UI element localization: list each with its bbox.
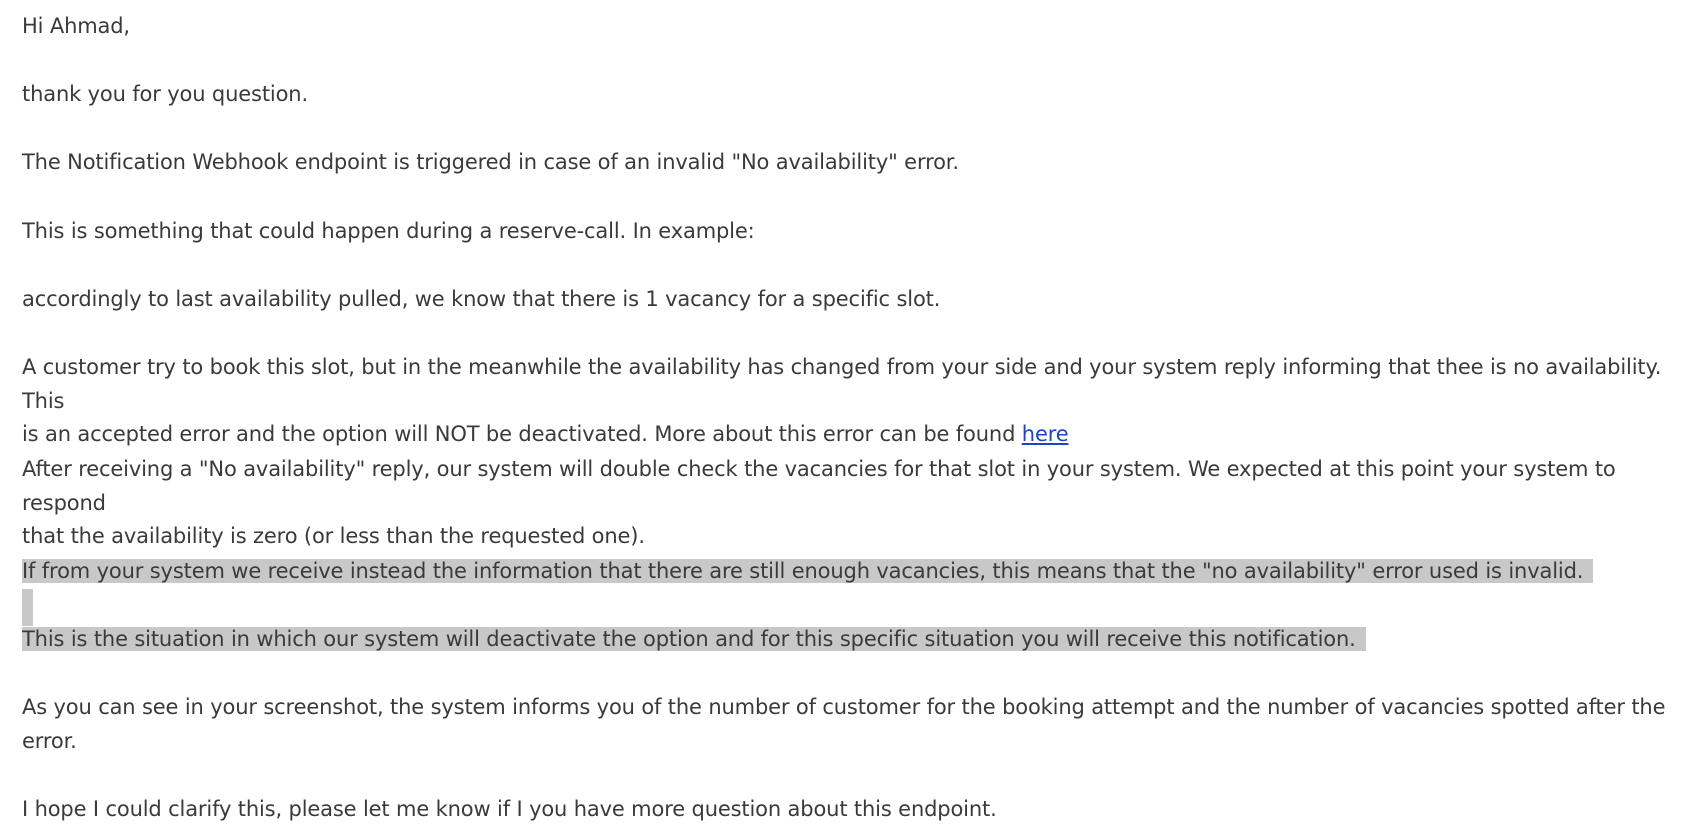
example-paragraph: This is something that could happen during a reserve-call. In example: <box>22 219 755 243</box>
vacancy-paragraph: accordingly to last availability pulled, we know that there is 1 vacancy for a specific slot. <box>22 287 941 311</box>
invalid-paragraph-text: If from your system we receive instead the information that there are still enough vacancies, this means that the "no availability" error used is invalid. <box>22 559 1593 583</box>
situation-paragraph-text: This is the situation in which our system will deactivate the option and for this specific situation you will receive this notification. <box>22 627 1366 651</box>
thanks-paragraph: thank you for you question. <box>22 82 308 106</box>
after-paragraph-line-2: that the availability is zero (or less than the requested one). <box>22 524 645 548</box>
after-paragraph <box>22 453 1672 554</box>
here-link[interactable]: here <box>1021 422 1069 446</box>
webhook-paragraph: The Notification Webhook endpoint is triggered in case of an invalid "No availability" error. <box>22 150 959 174</box>
situation-paragraph <box>22 623 1366 657</box>
customer-paragraph <box>22 351 1672 452</box>
selection-gap-left <box>22 589 33 626</box>
customer-paragraph-text: is an accepted error and the option will NOT be deactivated. More about this error can be found <box>22 422 1022 446</box>
closing-paragraph: I hope I could clarify this, please let me know if I you have more question about this endpoint. <box>22 797 997 821</box>
greeting: Hi Ahmad, <box>22 14 130 38</box>
invalid-paragraph <box>22 555 1593 589</box>
customer-paragraph-line-1: A customer try to book this slot, but in the meanwhile the availability has changed from your side and your system reply informing that thee is no availability. This <box>22 355 1662 413</box>
screenshot-paragraph-line-2: error. <box>22 728 77 753</box>
after-paragraph-line-1: After receiving a "No availability" reply, our system will double check the vacancies for that slot in your system. We expected at this point your system to respond <box>22 457 1616 515</box>
screenshot-paragraph-line-1: As you can see in your screenshot, the system informs you of the number of customer for the booking attempt and the number of vacancies spotted after the <box>22 695 1666 719</box>
customer-paragraph-line-2 <box>22 418 1672 452</box>
screenshot-paragraph <box>22 691 1665 758</box>
